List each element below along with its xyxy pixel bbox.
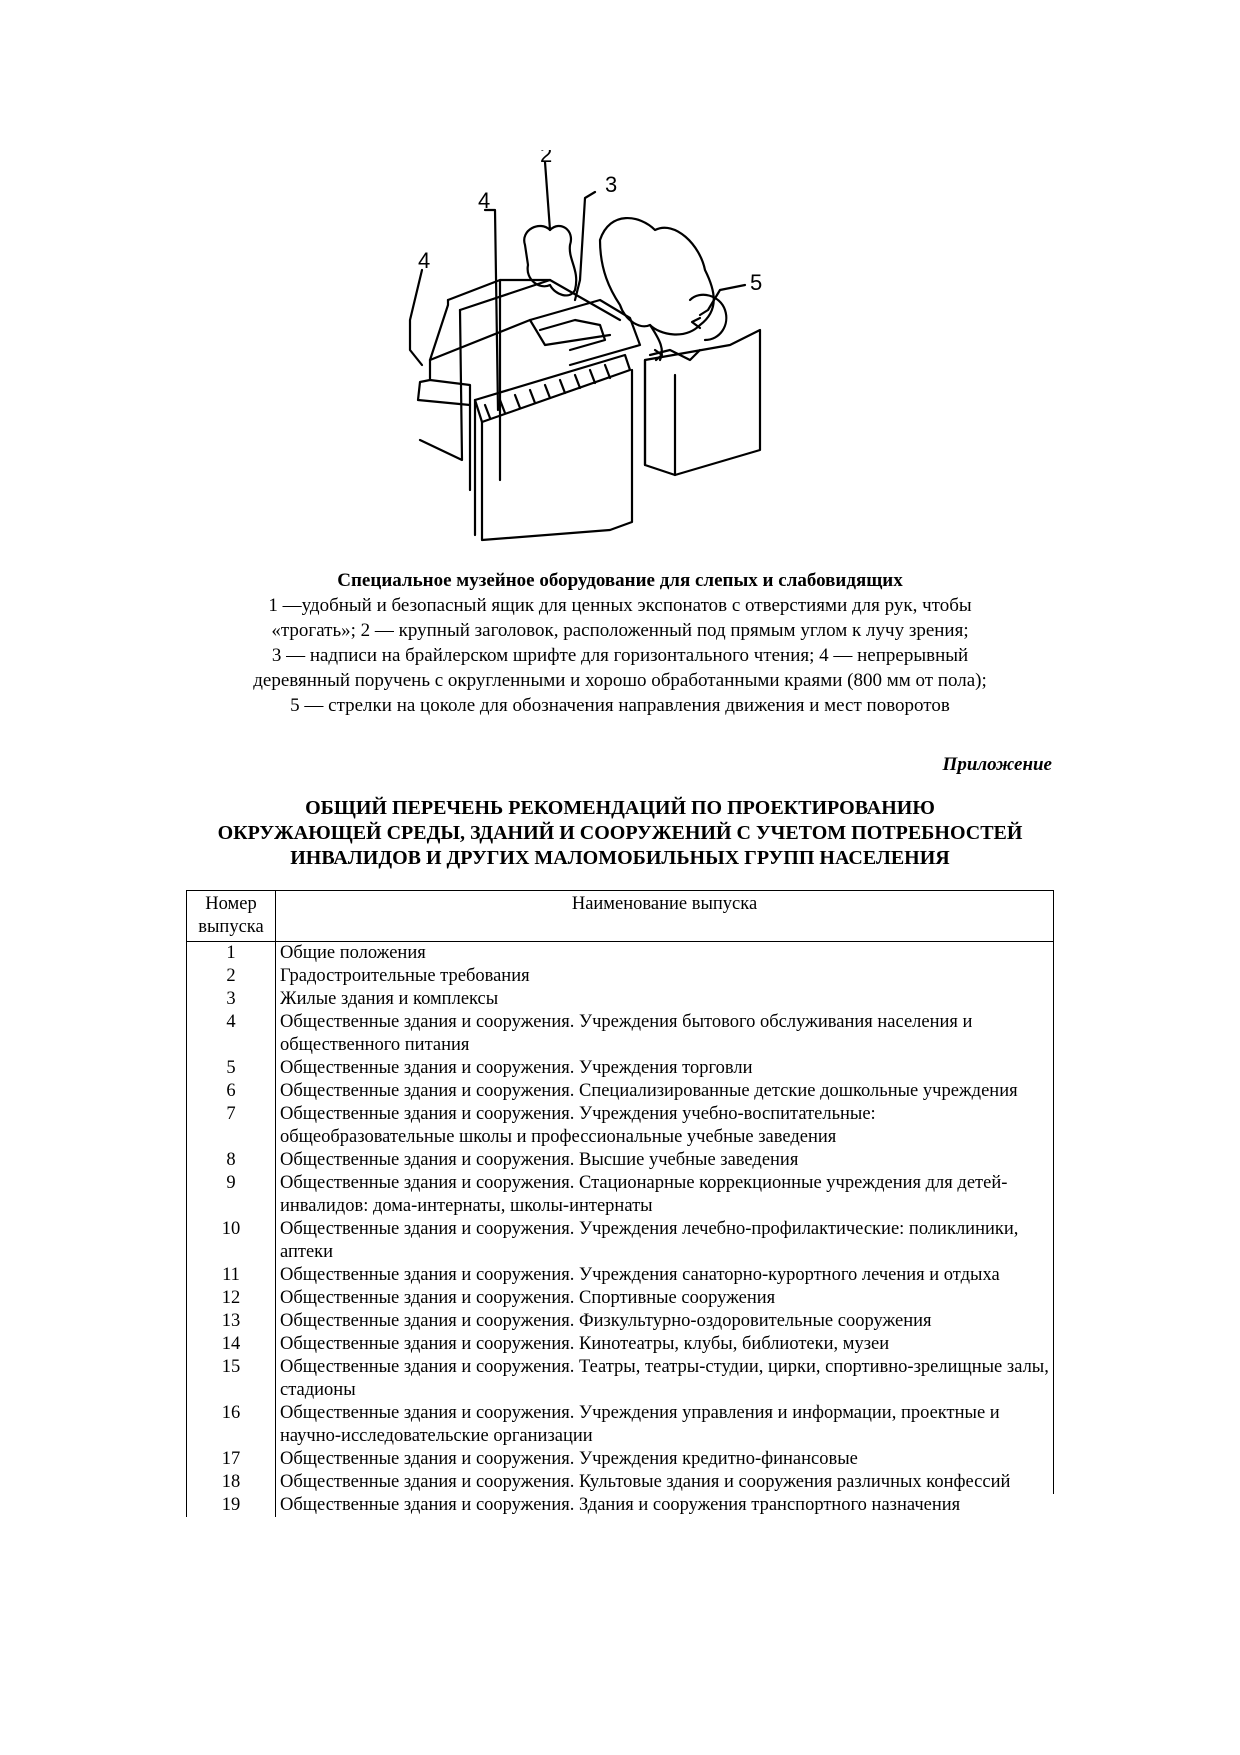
row-name: Общественные здания и сооружения. Спортивные сооружения <box>276 1287 1054 1310</box>
row-number: 3 <box>187 988 276 1011</box>
row-name: Общественные здания и сооружения. Здания и сооружения транспортного назначения <box>280 1495 961 1515</box>
row-number: 8 <box>187 1149 276 1172</box>
table-row <box>187 1310 1054 1333</box>
row-number: 6 <box>187 1080 276 1103</box>
row-number: 7 <box>187 1103 276 1149</box>
table-row <box>187 1264 1054 1287</box>
row-number: 19 <box>187 1494 276 1517</box>
table-row <box>187 1080 1054 1103</box>
title-line: ОБЩИЙ ПЕРЕЧЕНЬ РЕКОМЕНДАЦИЙ ПО ПРОЕКТИРОВАНИЮ <box>305 797 935 819</box>
title-line: ИНВАЛИДОВ И ДРУГИХ МАЛОМОБИЛЬНЫХ ГРУПП НАСЕЛЕНИЯ <box>290 847 950 869</box>
row-name: Общественные здания и сооружения. Учреждения учебно-воспитательные: общеобразовательные школы и профессиональные учебные заведения <box>276 1103 1054 1149</box>
row-name: Общественные здания и сооружения. Учреждения кредитно-финансовые <box>276 1448 1054 1471</box>
row-name: Общественные здания и сооружения. Стационарные коррекционные учреждения для детей-инвалидов: дома-интернаты, школы-интернаты <box>276 1172 1054 1218</box>
row-name: Общественные здания и сооружения. Театры, театры-студии, цирки, спортивно-зрелищные залы, стадионы <box>276 1356 1054 1402</box>
row-number: 1 <box>187 942 276 966</box>
caption-line: 1 —удобный и безопасный ящик для ценных экспонатов с отверстиями для рук, чтобы <box>268 595 972 616</box>
table-row <box>187 1218 1054 1264</box>
row-name: Общественные здания и сооружения. Учреждения бытового обслуживания населения и общественного питания <box>276 1011 1054 1057</box>
table-row <box>187 942 1054 966</box>
table-row <box>187 1287 1054 1310</box>
table-row <box>187 1333 1054 1356</box>
caption-title: Специальное музейное оборудование для слепых и слабовидящих <box>337 570 903 591</box>
row-number: 13 <box>187 1310 276 1333</box>
callout-3: 3 <box>605 172 618 197</box>
callout-4-left: 4 <box>418 248 431 273</box>
row-name: Общественные здания и сооружения. Культовые здания и сооружения различных конфессий <box>276 1471 1054 1494</box>
table-header-row <box>187 891 1054 942</box>
row-number: 11 <box>187 1264 276 1287</box>
title-line: ОКРУЖАЮЩЕЙ СРЕДЫ, ЗДАНИЙ И СООРУЖЕНИЙ С УЧЕТОМ ПОТРЕБНОСТЕЙ <box>217 822 1023 844</box>
row-name: Общественные здания и сооружения. Учреждения управления и информации, проектные и научно-исследовательские организации <box>276 1402 1054 1448</box>
caption-line: 3 — надписи на брайлерском шрифте для горизонтального чтения; 4 — непрерывный <box>271 645 969 666</box>
table-row <box>187 1149 1054 1172</box>
table-row <box>187 1103 1054 1149</box>
museum-equipment-drawing <box>400 150 870 550</box>
row-name: Градостроительные требования <box>276 965 1054 988</box>
row-number: 12 <box>187 1287 276 1310</box>
row-name: Общественные здания и сооружения. Учреждения санаторно-курортного лечения и отдыха <box>276 1264 1054 1287</box>
callout-5: 5 <box>750 270 763 295</box>
row-number: 14 <box>187 1333 276 1356</box>
document-title <box>160 796 1080 871</box>
caption-line: 5 — стрелки на цоколе для обозначения направления движения и мест поворотов <box>290 695 950 716</box>
callout-2: 2 <box>540 150 553 167</box>
row-name: Общие положения <box>276 942 1054 966</box>
table-row <box>187 1448 1054 1471</box>
header-number: Номер выпуска <box>187 891 276 942</box>
table-row <box>187 1471 1054 1494</box>
caption-line: «трогать»; 2 — крупный заголовок, расположенный под прямым углом к лучу зрения; <box>271 620 969 641</box>
row-name: Общественные здания и сооружения. Кинотеатры, клубы, библиотеки, музеи <box>276 1333 1054 1356</box>
table-row <box>187 1402 1054 1448</box>
row-name: Общественные здания и сооружения. Высшие учебные заведения <box>276 1149 1054 1172</box>
row-name: Общественные здания и сооружения. Специализированные детские дошкольные учреждения <box>276 1080 1054 1103</box>
header-name: Наименование выпуска <box>276 891 1054 942</box>
row-number: 18 <box>187 1471 276 1494</box>
museum-equipment-illustration <box>400 150 870 550</box>
row-name: Жилые здания и комплексы <box>276 988 1054 1011</box>
row-number: 10 <box>187 1218 276 1264</box>
row-number: 16 <box>187 1402 276 1448</box>
figure-caption <box>190 568 1050 718</box>
row-name: Общественные здания и сооружения. Учреждения лечебно-профилактические: поликлиники, аптеки <box>276 1218 1054 1264</box>
caption-line: деревянный поручень с округленными и хорошо обработанными краями (800 мм от пола); <box>253 670 987 691</box>
table-row <box>187 1057 1054 1080</box>
table-row <box>187 988 1054 1011</box>
table-row <box>187 965 1054 988</box>
row-number: 17 <box>187 1448 276 1471</box>
row-number: 5 <box>187 1057 276 1080</box>
row-name: Общественные здания и сооружения. Физкультурно-оздоровительные сооружения <box>276 1310 1054 1333</box>
row-number: 15 <box>187 1356 276 1402</box>
appendix-label: Приложение <box>942 754 1052 775</box>
table-row <box>187 1011 1054 1057</box>
row-number: 9 <box>187 1172 276 1218</box>
issues-table <box>186 890 1054 1517</box>
row-number: 2 <box>187 965 276 988</box>
row-name: Общественные здания и сооружения. Учреждения торговли <box>276 1057 1054 1080</box>
row-number: 4 <box>187 1011 276 1057</box>
table-row <box>187 1356 1054 1402</box>
table-row <box>187 1494 1054 1517</box>
table-row <box>187 1172 1054 1218</box>
callout-4-top: 4 <box>478 188 491 213</box>
